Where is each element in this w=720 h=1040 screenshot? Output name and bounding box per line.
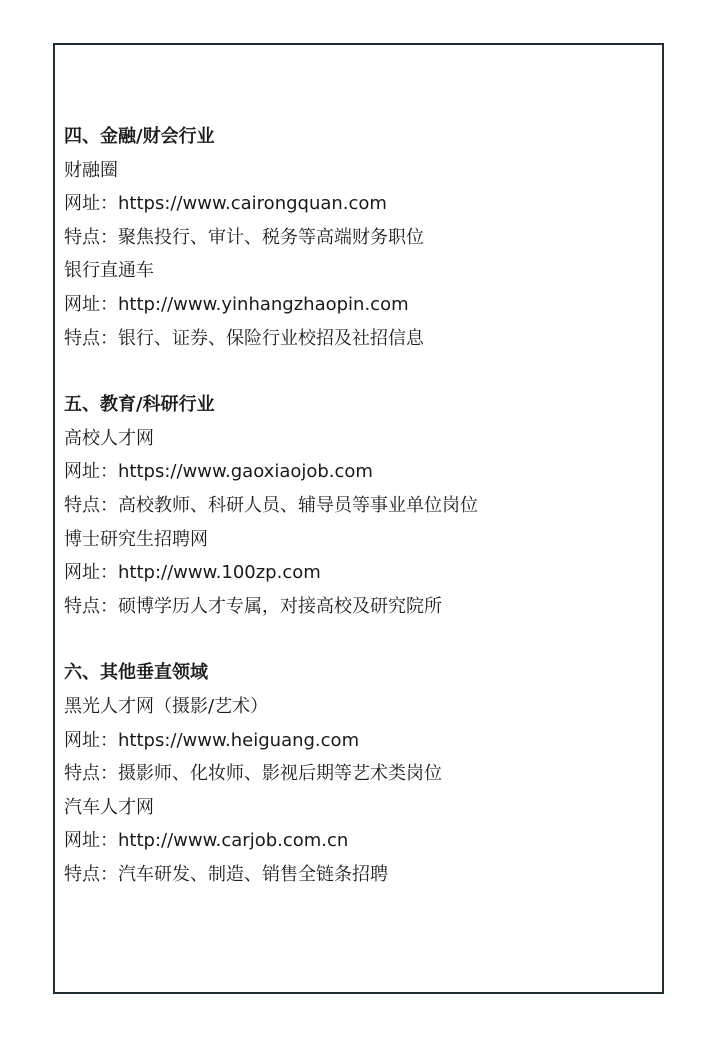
site-url: 网址：http://www.yinhangzhaopin.com — [64, 293, 409, 315]
site-url: 网址：https://www.cairongquan.com — [64, 193, 387, 215]
site-url: 网址：http://www.100zp.com — [64, 562, 321, 584]
site-feature: 特点：银行、证券、保险行业校招及社招信息 — [64, 327, 424, 349]
section-heading: 五、教育/科研行业 — [64, 394, 215, 416]
document-content — [64, 120, 654, 891]
site-feature: 特点：高校教师、科研人员、辅导员等事业单位岗位 — [64, 494, 478, 516]
section-other — [64, 656, 654, 891]
site-url: 网址：https://www.heiguang.com — [64, 729, 360, 751]
site-url: 网址：http://www.carjob.com.cn — [64, 830, 349, 852]
section-finance — [64, 120, 654, 355]
site-feature: 特点：硕博学历人才专属，对接高校及研究院所 — [64, 595, 442, 617]
site-feature: 特点：聚焦投行、审计、税务等高端财务职位 — [64, 226, 424, 248]
site-name: 银行直通车 — [64, 260, 154, 282]
site-feature: 特点：摄影师、化妆师、影视后期等艺术类岗位 — [64, 763, 442, 785]
site-name: 黑光人才网（摄影/艺术） — [64, 695, 269, 717]
section-education — [64, 388, 654, 623]
site-name: 高校人才网 — [64, 427, 154, 449]
site-name: 博士研究生招聘网 — [64, 528, 208, 550]
section-heading: 四、金融/财会行业 — [64, 126, 215, 147]
site-feature: 特点：汽车研发、制造、销售全链条招聘 — [64, 863, 388, 885]
section-heading: 六、其他垂直领域 — [64, 662, 208, 684]
site-name: 汽车人才网 — [64, 796, 154, 818]
site-url: 网址：https://www.gaoxiaojob.com — [64, 461, 373, 483]
site-name: 财融圈 — [64, 159, 118, 181]
